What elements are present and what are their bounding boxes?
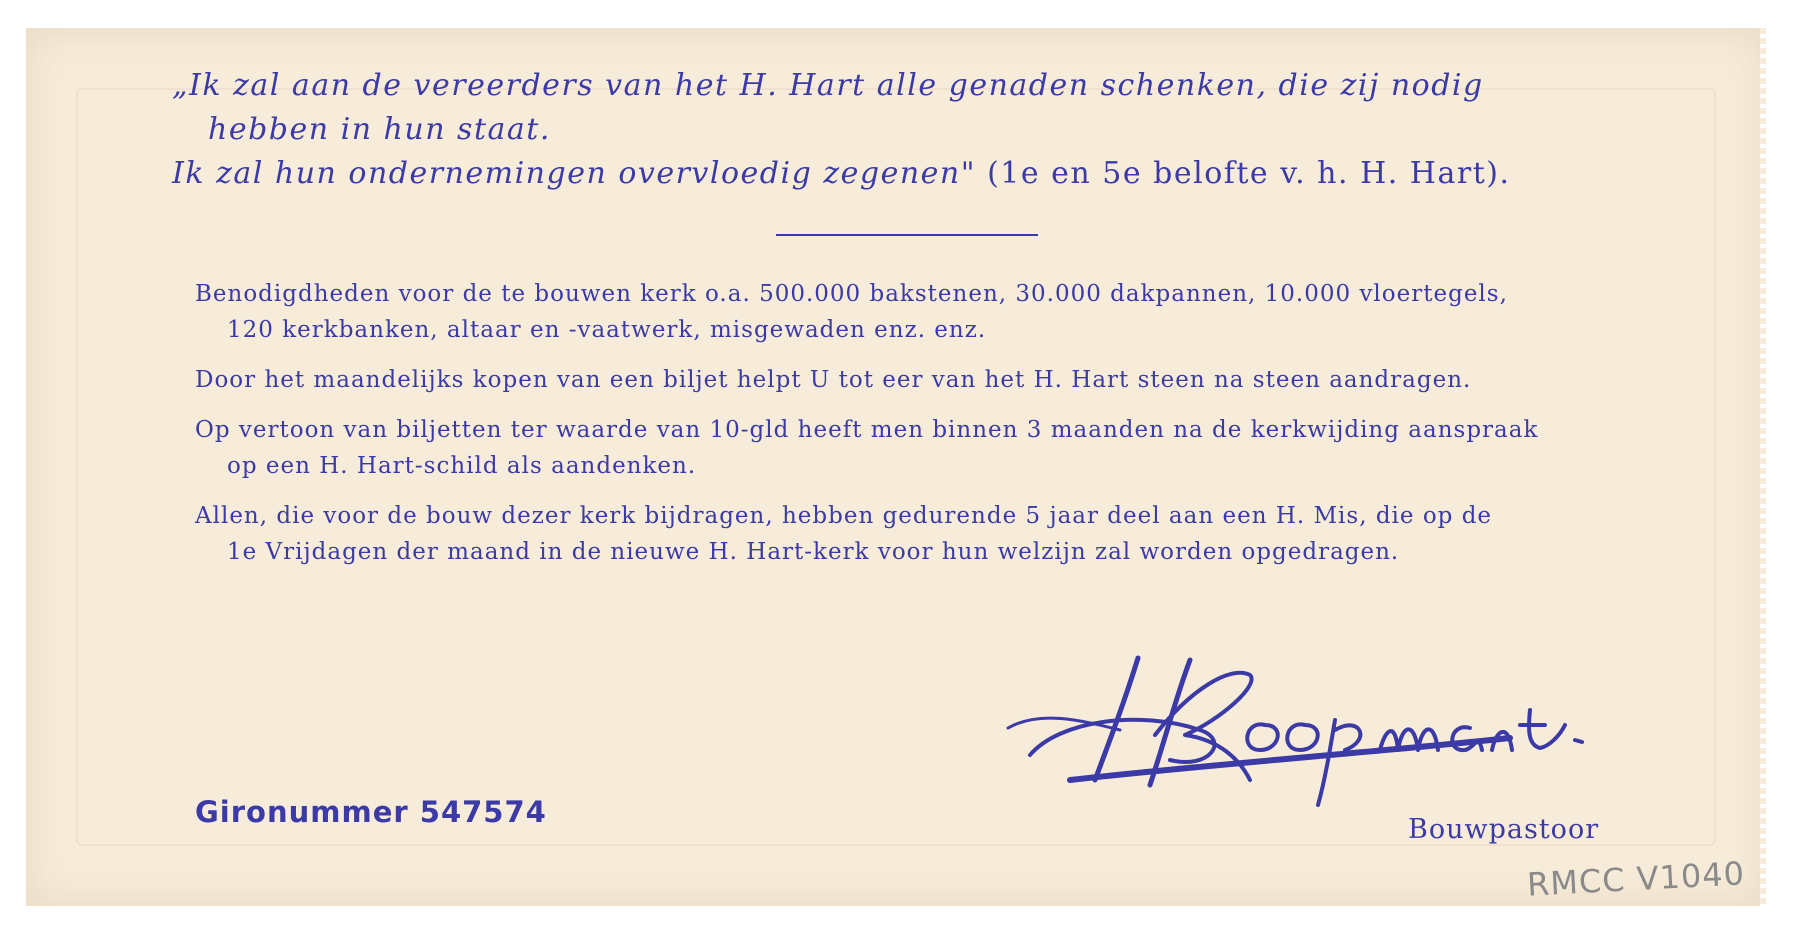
paragraph-holy-mass bbox=[195, 498, 1635, 570]
paragraph-requirements-first: Benodigdheden voor de te bouwen kerk o.a. 500.000 bakstenen, 30.000 dakpannen, 10.000 vloertegels, bbox=[195, 281, 1508, 307]
paragraph-requirements bbox=[195, 276, 1635, 348]
quote-line-1: „Ik zal aan de vereerders van het H. Hart alle genaden schenken, die zij nodig bbox=[172, 68, 1484, 103]
paragraph-monthly-ticket-first: Door het maandelijks kopen van een biljet helpt U tot eer van het H. Hart steen na steen aandragen. bbox=[195, 367, 1472, 393]
perforated-edge bbox=[1760, 28, 1766, 906]
paragraph-holy-mass-first: Allen, die voor de bouw dezer kerk bijdragen, hebben gedurende 5 jaar deel aan een H. Mis, die op de bbox=[195, 503, 1493, 529]
paragraph-souvenir-first: Op vertoon van biljetten ter waarde van 10-gld heeft men binnen 3 maanden na de kerkwijding aanspraak bbox=[195, 417, 1539, 443]
sacred-heart-promise-quote bbox=[172, 64, 1652, 196]
quote-line-3-reference: (1e en 5e belofte v. h. H. Hart). bbox=[976, 156, 1511, 191]
quote-line-3-italic: Ik zal hun ondernemingen overvloedig zegenen" bbox=[172, 156, 977, 191]
signature-image bbox=[1000, 640, 1600, 820]
divider-rule bbox=[776, 234, 1038, 236]
quote-line-2: hebben in hun staat. bbox=[208, 112, 551, 147]
paragraph-requirements-cont: 120 kerkbanken, altaar en -vaatwerk, misgewaden enz. enz. bbox=[227, 317, 987, 343]
paragraph-souvenir bbox=[195, 412, 1635, 484]
giro-number: Gironummer 547574 bbox=[195, 795, 547, 829]
archive-pencil-mark: RMCC V1040 bbox=[1526, 854, 1746, 904]
paragraph-monthly-ticket bbox=[195, 362, 1635, 398]
body-text bbox=[195, 276, 1635, 584]
quote-line-3 bbox=[172, 152, 1652, 196]
paragraph-souvenir-cont: op een H. Hart-schild als aandenken. bbox=[227, 453, 697, 479]
signer-role: Bouwpastoor bbox=[1408, 814, 1600, 845]
paragraph-holy-mass-cont: 1e Vrijdagen der maand in de nieuwe H. Hart-kerk voor hun welzijn zal worden opgedragen. bbox=[227, 539, 1400, 565]
